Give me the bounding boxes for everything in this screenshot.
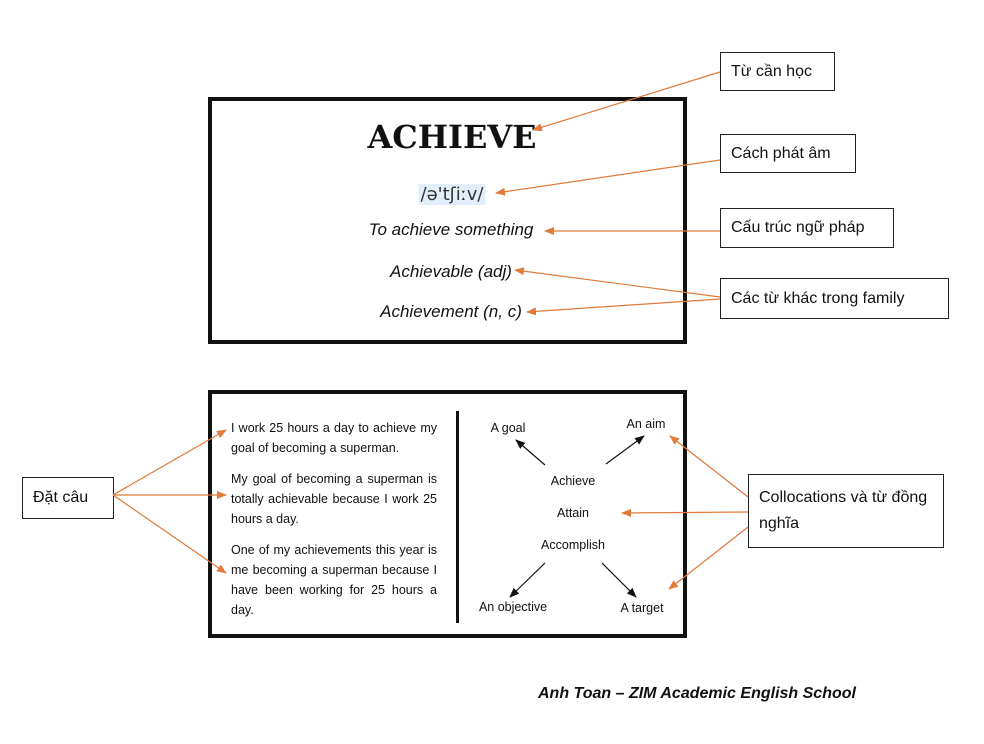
callout-collocations: Collocations và từ đồng nghĩa: [748, 474, 944, 548]
arrow-family-adj: [515, 270, 720, 297]
headword: ACHIEVE: [367, 118, 537, 156]
footer-credit: Anh Toan – ZIM Academic English School: [538, 685, 856, 702]
family-word-noun: Achievement (n, c): [380, 302, 522, 321]
arrow-collocation-attain: [622, 512, 748, 513]
collocation-target: A target: [620, 601, 664, 615]
arrow-to-goal: [516, 440, 545, 465]
callout-headword: Từ cần học: [720, 52, 835, 91]
arrow-headword: [533, 72, 720, 130]
arrow-pronunciation: [496, 160, 720, 193]
callout-pronunciation: Cách phát âm: [720, 134, 856, 173]
arrow-sentence-3: [113, 495, 226, 573]
synonym-attain: Attain: [557, 506, 589, 520]
callout-sentences: Đặt câu: [22, 477, 114, 519]
synonym-accomplish: Accomplish: [541, 538, 605, 552]
arrow-sentence-1: [113, 430, 226, 495]
arrow-collocation-target: [669, 527, 748, 589]
arrow-to-aim: [606, 436, 644, 464]
arrow-family-noun: [527, 299, 720, 312]
example-sentence: My goal of becoming a superman is totally achievable because I work 25 hours a day.: [231, 472, 437, 526]
collocation-goal: A goal: [490, 421, 526, 435]
callout-structure: Cấu trúc ngữ pháp: [720, 208, 894, 248]
collocation-aim: An aim: [626, 417, 666, 431]
family-word-adj: Achievable (adj): [390, 262, 512, 281]
pronunciation: /ə'tʃiːv/: [420, 184, 484, 205]
example-sentence: I work 25 hours a day to achieve my goal of becoming a superman.: [231, 421, 437, 455]
grammar-structure: To achieve something: [368, 220, 534, 239]
arrow-to-target: [602, 563, 636, 597]
synonym-achieve: Achieve: [550, 474, 596, 488]
collocation-objective: An objective: [478, 600, 548, 614]
example-sentence: One of my achievements this year is me becoming a superman because I have been working for 25 hours a day.: [231, 543, 437, 617]
callout-family: Các từ khác trong family: [720, 278, 949, 319]
arrow-collocation-aim: [670, 436, 748, 497]
arrow-to-objective: [510, 563, 545, 597]
